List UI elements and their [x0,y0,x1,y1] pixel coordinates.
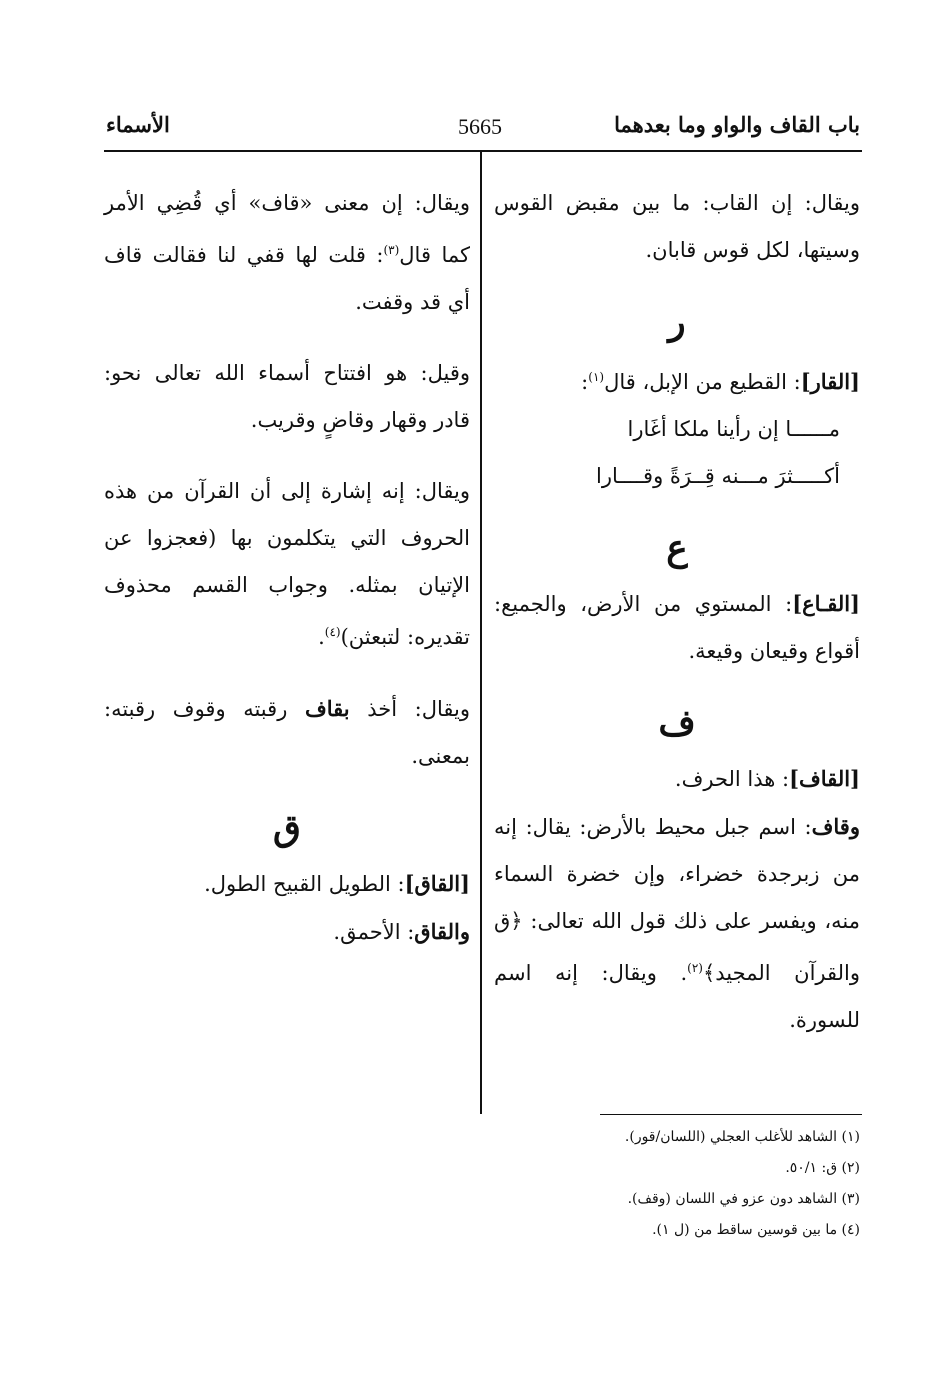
entry-qaa [494,580,860,675]
footnotes [625,1122,860,1246]
letter-heading-fa: ف [658,702,696,744]
footnote-ref: (٢) [687,961,703,975]
footnote: (٣) الشاهد دون عزو في اللسان (وقف). [627,1191,860,1207]
definition: : المستوي من الأرض، والجميع: أقواع وقيعان وقيعة. [494,592,860,663]
headword: بقاف [304,696,350,721]
headword: [القاق] [404,871,470,896]
entry-qaf [494,755,860,803]
verse-line: مــــــا إن رأينا ملكا أغَارا [627,417,840,441]
entry-qaq [104,860,470,908]
entry-qar [494,354,860,406]
footnote-rule [600,1114,862,1115]
headword: [القـاع] [792,591,860,616]
definition: : اسم جبل محيط بالأرض: يقال: إنه من زبرجدة خضراء، وإن خضرة السماء منه، ويفسر على ذلك قول الله تعالى: ﴿ق والقرآن المجيد﴾ [494,815,860,985]
footnote-ref: (٣) [383,243,400,257]
text: رقبته وقوف رقبته: بمعنى. [104,697,470,768]
chapter-title: باب القاف والواو وما بعدهما [614,112,860,137]
entry-qaf-names: وقيل: هو افتتاح أسماء الله تعالى نحو: قادر وقهار وقاضٍ وقريب. [104,361,470,432]
text: ويقال: إنه إشارة إلى أن القرآن من هذه الحروف التي يتكلمون بها (فعجزوا عن الإتيان بمثله. وجواب القسم محذوف تقديره: لتبعثن) [104,479,470,649]
definition-end: . ويقال: إنه اسم للسورة. [494,961,860,1032]
entry-qaf-mountain [494,803,860,1044]
letter-heading-ra: ر [668,301,686,343]
footnote: (١) الشاهد للأغلب العجلي (اللسان/قور). [624,1129,860,1145]
page-header [106,112,860,152]
page-number: 5665 [458,114,502,139]
headword: [القار] [800,369,860,394]
letter-heading-qaf: ق [273,807,301,849]
headword: [القاف] [789,766,860,791]
definition: : الطويل القبيح الطول. [204,872,405,896]
punctuation: . [318,625,325,649]
column-divider [480,152,482,1114]
punctuation: : [581,370,589,394]
text: ويقال: إن معنى «قاف» أي قُضِي الأمر كما قال [104,191,470,267]
headword: والقاق [414,919,470,944]
footnote-ref: (٤) [324,625,341,639]
definition: : القطيع من الإبل، قال [604,370,801,394]
headword: وقاف [811,814,860,839]
entry-qaf-meaning [104,180,470,326]
entry-qaf-quran [104,468,470,661]
footnote: (٢) ق: ٥٠/١. [785,1160,860,1176]
section-title: الأسماء [106,112,170,137]
text: : قلت لها قفي لنا فقالت قاف أي قد وقفت. [104,243,470,314]
footnote: (٤) ما بين قوسين ساقط من (ل ١). [652,1222,860,1238]
definition: : الأحمق. [333,920,415,944]
entry-qab: ويقال: إن القاب: ما بين مقبض القوس وسيتها، لكل قوس قابان. [494,191,860,262]
letter-heading-ain: ع [666,527,688,569]
right-column [494,180,860,1044]
entry-qaf-neck [104,685,470,780]
text: ويقال: أخذ [349,697,471,721]
entry-qaq-fool [104,908,470,956]
footnote-ref: (١) [588,370,605,384]
verse-line: أكـــــثرَ مـــنه قِــرَةً وقــــارا [596,464,840,488]
header-rule [104,150,862,152]
left-column [104,180,470,956]
definition: : هذا الحرف. [674,767,790,791]
